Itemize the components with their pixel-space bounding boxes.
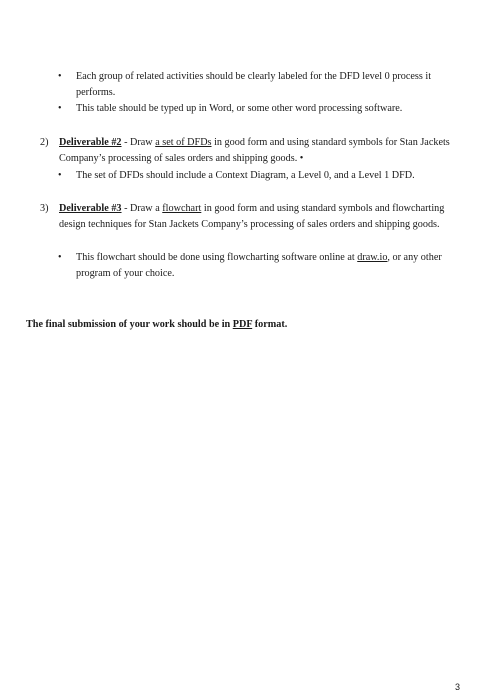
bullet-text: This table should be typed up in Word, or some other word processing software. — [76, 103, 403, 114]
deliverable-2-text — [59, 135, 458, 166]
list-item — [58, 250, 458, 281]
bullet-pre-text: This flowchart should be done using flowcharting software online at — [76, 252, 358, 263]
bullet-text — [76, 250, 458, 281]
final-post-text: format. — [252, 319, 288, 330]
set-of-dfds-link[interactable]: a set of DFDs — [155, 137, 212, 148]
page-number: 3 — [454, 682, 460, 692]
deliverable-2 — [40, 135, 458, 166]
bullet-icon: • — [58, 252, 62, 263]
list-number: 2) — [40, 137, 49, 148]
flowchart-link[interactable]: flowchart — [162, 203, 202, 214]
deliverable-3 — [40, 201, 458, 232]
list-number: 3) — [40, 203, 49, 214]
dash-text: - Draw a — [121, 203, 163, 214]
trailing-mark: • — [297, 152, 304, 164]
final-submission-note — [26, 319, 287, 330]
list-item — [58, 101, 478, 117]
pdf-link[interactable]: PDF — [232, 319, 253, 330]
dash-text: - Draw — [121, 137, 156, 148]
list-item — [58, 168, 478, 184]
bullet-text: Each group of related activities should be clearly labeled for the DFD level 0 process it performs. — [76, 71, 432, 98]
bullet-icon: • — [58, 71, 62, 82]
final-pre-text: The final submission of your work should be in — [26, 319, 233, 330]
bullet-icon: • — [58, 170, 62, 181]
bullet-text: The set of DFDs should include a Context Diagram, a Level 0, and a Level 1 DFD. — [76, 170, 415, 181]
deliverable-text: in good form and using standard symbols for Stan Jackets Company’s processing of sales orders and shipping goods. — [59, 137, 450, 164]
bullet-icon: • — [58, 103, 62, 114]
deliverable-title: Deliverable #2 — [59, 137, 122, 148]
draw-io-link[interactable]: draw.io — [357, 252, 388, 263]
list-item — [58, 69, 458, 100]
deliverable-text: in good form and using standard symbols and flowcharting design techniques for Stan Jackets Company’s processing of sales orders and shipping goods. — [59, 203, 445, 230]
deliverable-title: Deliverable #3 — [59, 203, 122, 214]
deliverable-3-text — [59, 201, 458, 232]
bullet-post-text: , or any other program of your choice. — [76, 252, 442, 279]
